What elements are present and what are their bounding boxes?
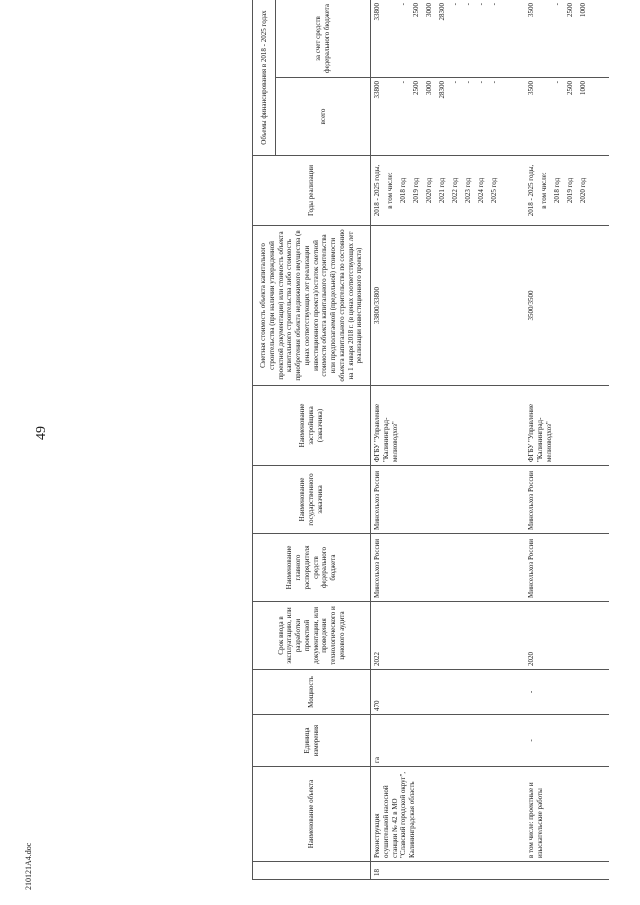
years-cell: 2018 - 2025 годы, в том числе: 2018 год 2019 год 2020 год (525, 156, 609, 226)
estimate-cell: 3500/3500 (525, 226, 609, 386)
customer-cell: Минсельхоз России (371, 466, 526, 534)
capacity-cell: 470 (371, 670, 526, 715)
object-name: в том числе: проектные и изыскательские работы (525, 767, 609, 862)
investment-table-sheet (252, 0, 640, 880)
admin-cell: Минсельхоз России (371, 534, 526, 602)
page-number: 49 (34, 426, 49, 440)
header-customer: Наименование государственного заказчика (253, 466, 371, 534)
header-total: всего (276, 78, 371, 156)
total-cell: 33800 - 2500 3000 28300 - - - - (371, 78, 526, 156)
header-unit: Единица измерения (253, 715, 371, 767)
header-num (253, 862, 371, 880)
object-name: Реконструкция осушительной насосной станции № 42 в МО "Славский городской округ", Калининградская область (371, 767, 526, 862)
capacity-cell: - (525, 670, 609, 715)
deadline-cell: 2020 (525, 602, 609, 670)
federal-cell: 33800 - 2500 3000 28300 - - - - (371, 0, 526, 78)
investment-table (252, 0, 609, 880)
unit-cell: га (371, 715, 526, 767)
estimate-cell: 33800/33800 (371, 226, 526, 386)
header-years: Годы реализации (253, 156, 371, 226)
customer-cell: Минсельхоз России (525, 466, 609, 534)
header-estimate: Сметная стоимость объекта капитального строительства (при наличии утвержденной проектной документации) или стоимость объекта капитального строительства либо стоимость приобретения объекта недвижимого имущества (в ценах соответствующих лет реализации инвестиционного проекта)/остаток сметной стоимости объекта капитального строительства или предполагаемой (предельной) стоимости объекта капитального строительства по состоянию на 1 января 2018 г. (в ценах соответствующих лет реализации инвестиционного проекта) (253, 226, 371, 386)
deadline-cell: 2022 (371, 602, 526, 670)
unit-cell: - (525, 715, 609, 767)
header-federal: за счет средств федерального бюджета (276, 0, 371, 78)
header-name: Наименование объекта (253, 767, 371, 862)
developer-cell: ФГБУ "Управление "Калининград-мелиоводхоз" (525, 386, 609, 466)
header-funding: Объемы финансирования в 2018 - 2025 годах (253, 0, 276, 156)
header-developer: Наименование застройщика (заказчика) (253, 386, 371, 466)
table-row (371, 0, 526, 880)
header-deadline: Срок ввода в эксплуатацию, или разработки проектной документации, или проведения технологического и ценового аудита (253, 602, 371, 670)
years-cell: 2018 - 2025 годы, в том числе: 2018 год 2019 год 2020 год 2021 год 2022 год 2023 год 2024 год 2025 год (371, 156, 526, 226)
footer-filename: 210121A4.doc (24, 842, 33, 890)
table-row (525, 0, 609, 880)
developer-cell: ФГБУ "Управление "Калининград-мелиоводхоз" (371, 386, 526, 466)
federal-cell: 3500 - 2500 1000 (525, 0, 609, 78)
total-cell: 3500 - 2500 1000 (525, 78, 609, 156)
admin-cell: Минсельхоз России (525, 534, 609, 602)
header-capacity: Мощность (253, 670, 371, 715)
header-admin: Наименование главного распорядителя средств федерального бюджета (253, 534, 371, 602)
row-number: 18 (371, 862, 526, 880)
